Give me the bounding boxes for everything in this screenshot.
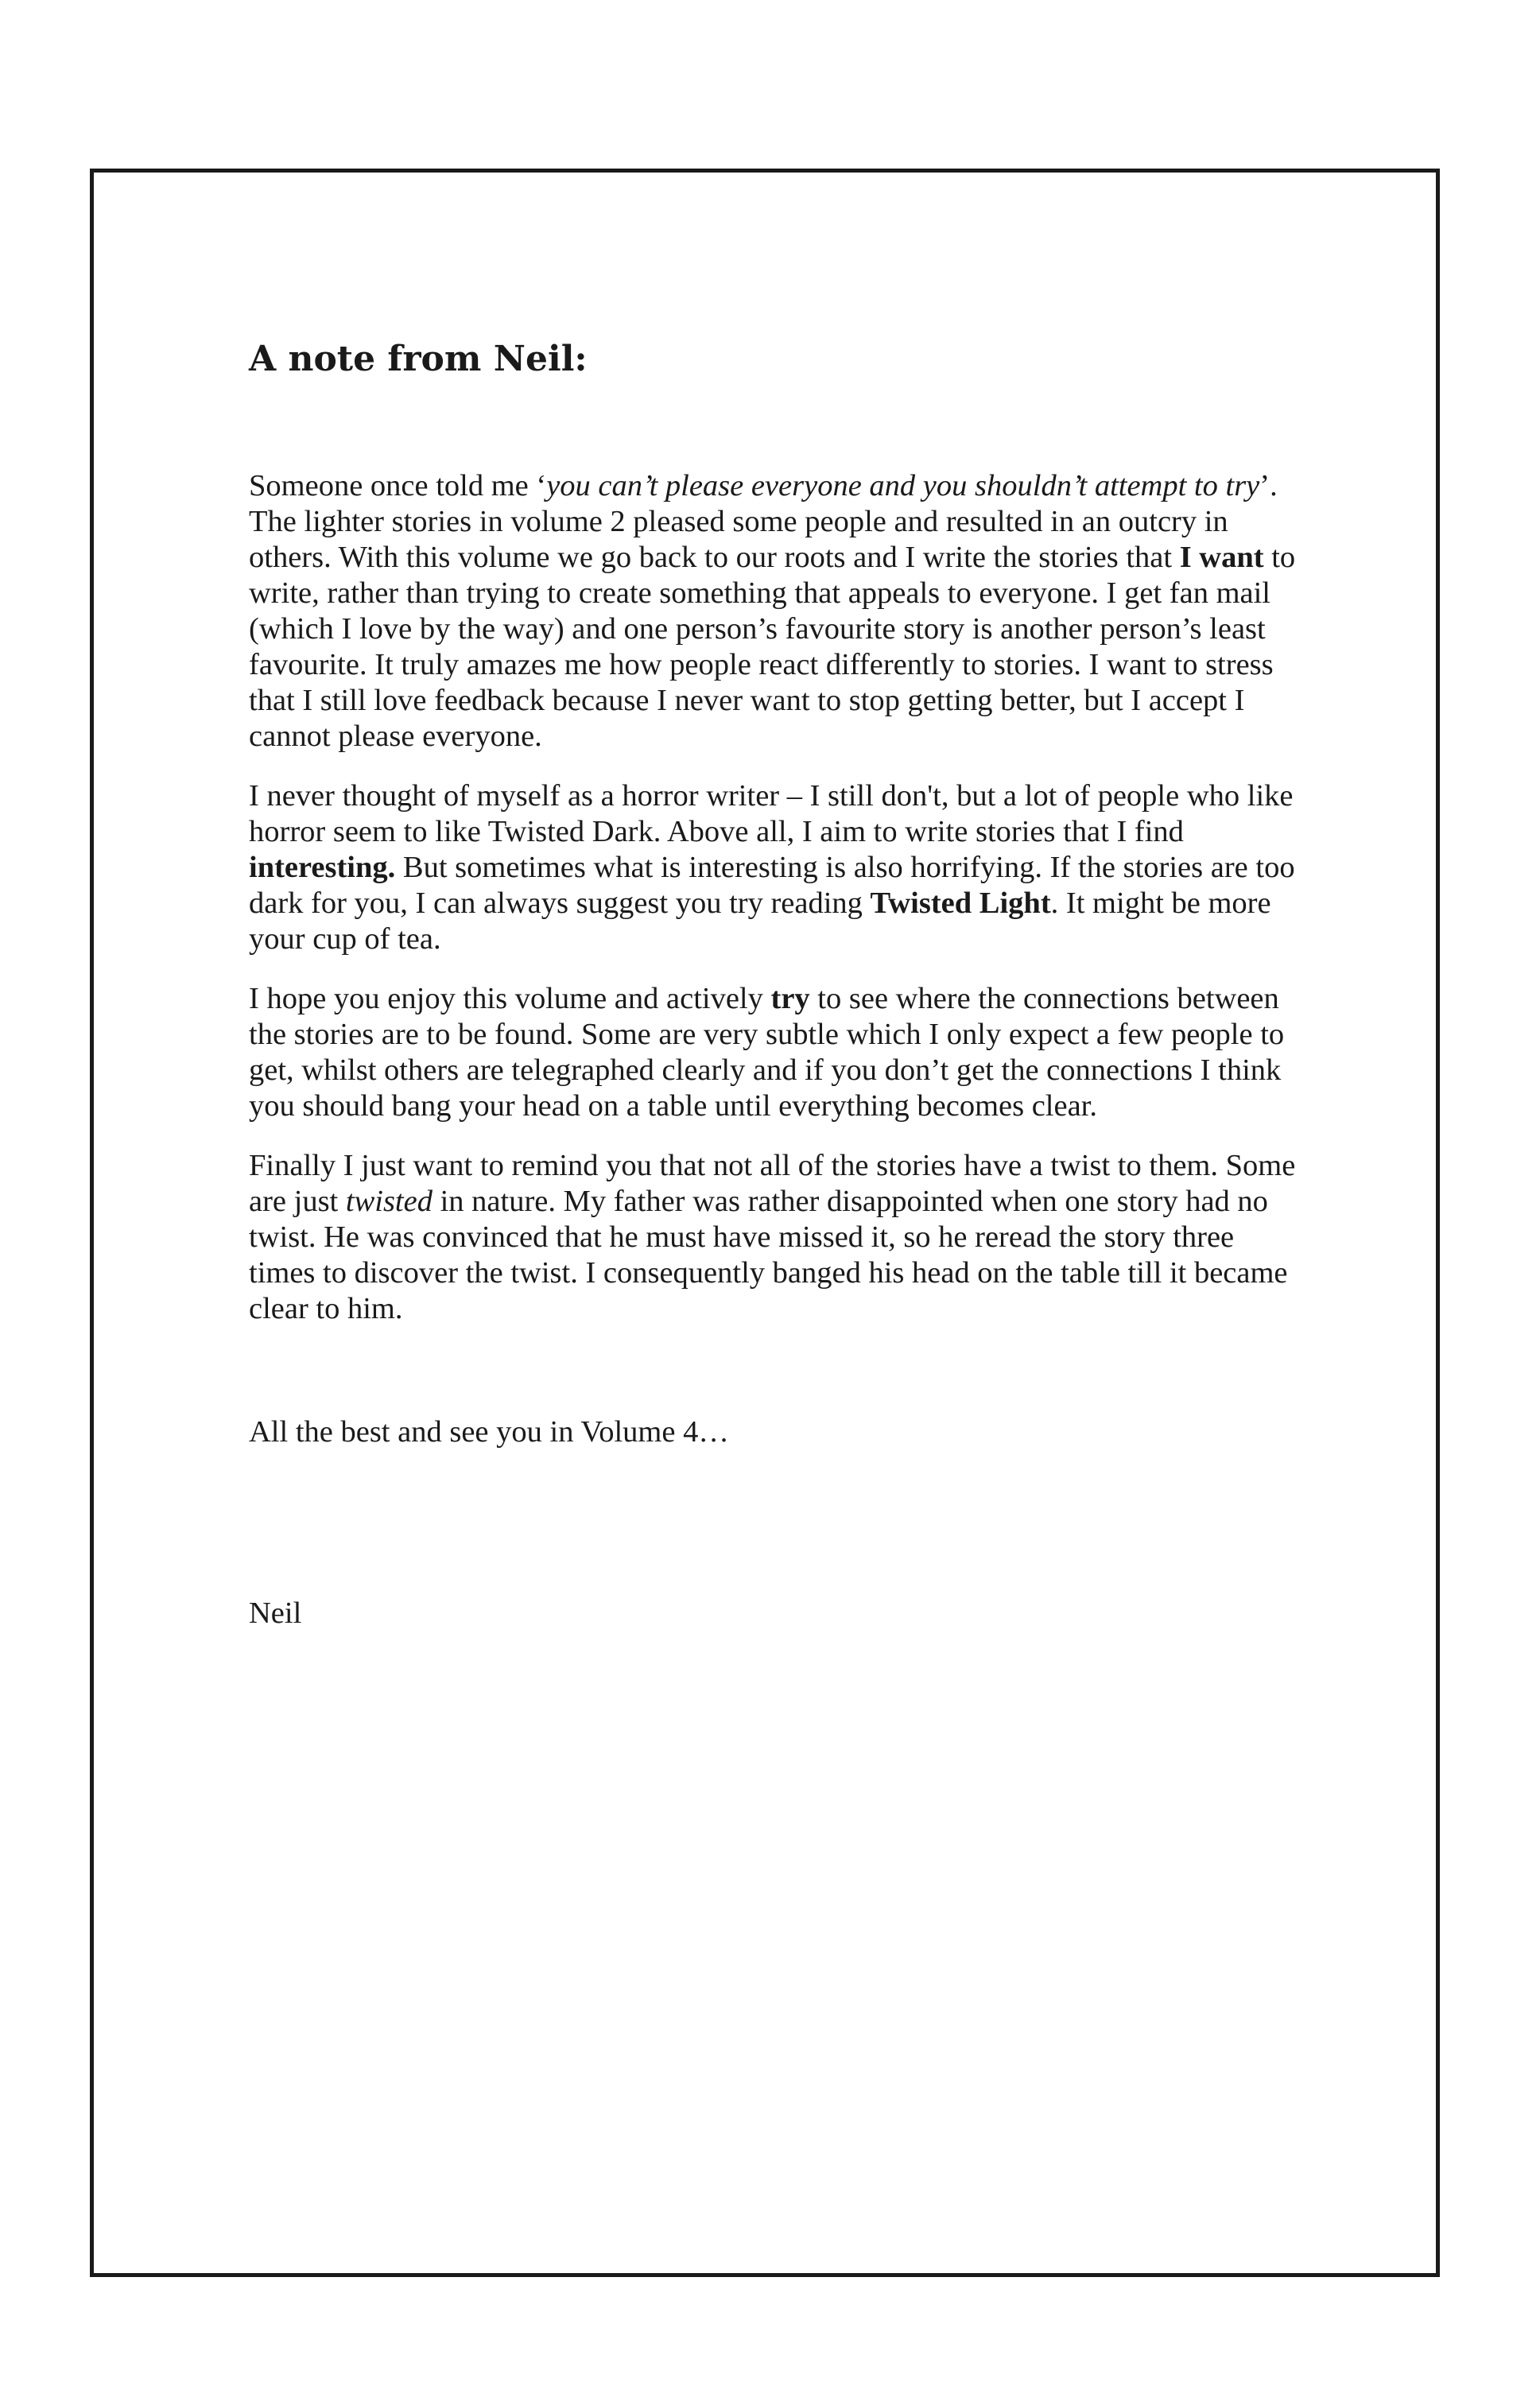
- paragraph-3: [249, 981, 1298, 1124]
- bold-text: I want: [1179, 541, 1264, 574]
- paragraph-2: [249, 778, 1298, 957]
- text-run: But sometimes what is interesting is also horrifying. If the stories are too dark for you, I can always suggest you try reading: [249, 851, 1295, 920]
- text-run: I hope you enjoy this volume and actively: [249, 982, 771, 1015]
- italic-text: twisted: [345, 1185, 433, 1218]
- text-run: to write, rather than trying to create something that appeals to everyone. I get fan mail (which I love by the way) and one person’s favourite story is another person’s least favourite. It truly amazes me how people react differently to stories. I want to stress that I still love feedback because I never want to stop getting better, but I accept I cannot please everyone.: [249, 541, 1296, 753]
- signature: Neil: [249, 1596, 302, 1630]
- text-run: Finally I just want to remind you that not all of the stories have a twist to them. Some are just: [249, 1149, 1296, 1218]
- bold-text: interesting.: [249, 851, 396, 884]
- text-run: ’. The lighter stories in volume 2 pleased some people and resulted in an outcry in others. With this volume we go back to our roots and I write the stories that: [249, 469, 1278, 574]
- paragraph-1: [249, 468, 1298, 755]
- text-run: in nature. My father was rather disappointed when one story had no twist. He was convinced that he must have missed it, so he reread the story three times to discover the twist. I consequently banged his head on the table till it became clear to him.: [249, 1185, 1288, 1325]
- italic-text: you can’t please everyone and you shouldn’t attempt to try: [546, 469, 1260, 502]
- closing-line: All the best and see you in Volume 4…: [249, 1415, 729, 1449]
- text-run: Someone once told me ‘: [249, 469, 547, 502]
- letter: [249, 339, 1298, 1631]
- bold-text: Twisted Light: [870, 886, 1051, 920]
- text-run: . It might be more your cup of tea.: [249, 886, 1271, 956]
- paragraph-4: [249, 1148, 1298, 1327]
- page-title: A note from Neil:: [249, 339, 588, 379]
- bold-text: try: [770, 982, 810, 1015]
- text-run: I never thought of myself as a horror writer – I still don't, but a lot of people who like horror seem to like Twisted Dark. Above all, I aim to write stories that I find: [249, 779, 1294, 848]
- text-run: to see where the connections between the stories are to be found. Some are very subtle which I only expect a few people to get, whilst others are telegraphed clearly and if you don’t get the connections I think you should bang your head on a table until everything becomes clear.: [249, 982, 1285, 1123]
